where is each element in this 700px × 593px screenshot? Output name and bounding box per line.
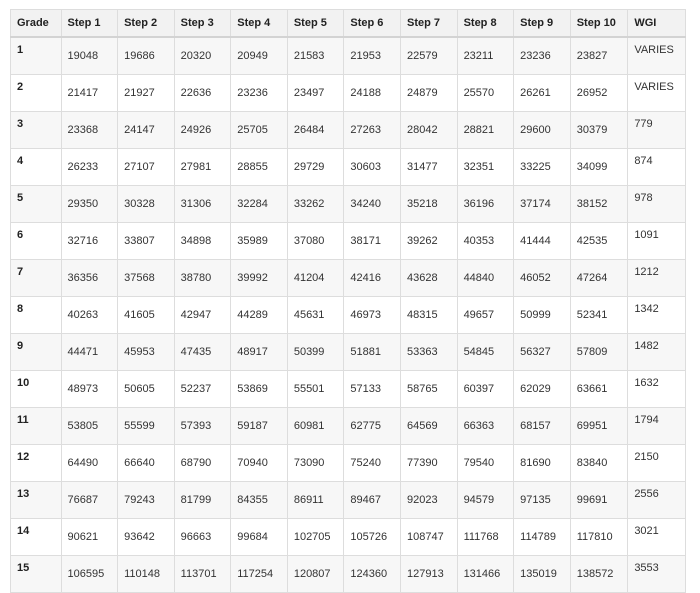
step-cell: 35218 bbox=[400, 186, 457, 223]
grade-cell: 1 bbox=[11, 37, 62, 75]
step-cell: 19686 bbox=[118, 37, 175, 75]
step-cell: 64569 bbox=[400, 408, 457, 445]
step-cell: 117810 bbox=[570, 519, 628, 556]
step-cell: 38171 bbox=[344, 223, 401, 260]
step-cell: 66363 bbox=[457, 408, 514, 445]
step-cell: 44289 bbox=[231, 297, 288, 334]
column-header-step-4: Step 4 bbox=[231, 10, 288, 38]
step-cell: 57133 bbox=[344, 371, 401, 408]
grade-cell: 7 bbox=[11, 260, 62, 297]
step-cell: 26952 bbox=[570, 75, 628, 112]
step-cell: 52341 bbox=[570, 297, 628, 334]
step-cell: 22636 bbox=[174, 75, 231, 112]
step-cell: 28042 bbox=[400, 112, 457, 149]
table-row bbox=[11, 519, 686, 556]
step-cell: 26261 bbox=[514, 75, 571, 112]
step-cell: 42416 bbox=[344, 260, 401, 297]
step-cell: 58765 bbox=[400, 371, 457, 408]
step-cell: 36356 bbox=[61, 260, 118, 297]
step-cell: 21583 bbox=[287, 37, 344, 75]
step-cell: 22579 bbox=[400, 37, 457, 75]
step-cell: 120807 bbox=[287, 556, 344, 593]
step-cell: 42535 bbox=[570, 223, 628, 260]
step-cell: 20949 bbox=[231, 37, 288, 75]
step-cell: 48973 bbox=[61, 371, 118, 408]
step-cell: 33262 bbox=[287, 186, 344, 223]
step-cell: 41204 bbox=[287, 260, 344, 297]
step-cell: 92023 bbox=[400, 482, 457, 519]
table-row bbox=[11, 186, 686, 223]
wgi-cell: 779 bbox=[628, 112, 686, 149]
grade-cell: 13 bbox=[11, 482, 62, 519]
step-cell: 30379 bbox=[570, 112, 628, 149]
step-cell: 108747 bbox=[400, 519, 457, 556]
table-row bbox=[11, 297, 686, 334]
step-cell: 66640 bbox=[118, 445, 175, 482]
column-header-step-10: Step 10 bbox=[570, 10, 628, 38]
table-row bbox=[11, 556, 686, 593]
column-header-step-3: Step 3 bbox=[174, 10, 231, 38]
column-header-wgi: WGI bbox=[628, 10, 686, 38]
wgi-cell: VARIES bbox=[628, 37, 686, 75]
step-cell: 28821 bbox=[457, 112, 514, 149]
step-cell: 68790 bbox=[174, 445, 231, 482]
step-cell: 41605 bbox=[118, 297, 175, 334]
table-body bbox=[11, 37, 686, 593]
step-cell: 39992 bbox=[231, 260, 288, 297]
step-cell: 44471 bbox=[61, 334, 118, 371]
step-cell: 41444 bbox=[514, 223, 571, 260]
step-cell: 52237 bbox=[174, 371, 231, 408]
step-cell: 34240 bbox=[344, 186, 401, 223]
step-cell: 135019 bbox=[514, 556, 571, 593]
step-cell: 38780 bbox=[174, 260, 231, 297]
step-cell: 33225 bbox=[514, 149, 571, 186]
wgi-cell: 1212 bbox=[628, 260, 686, 297]
step-cell: 90621 bbox=[61, 519, 118, 556]
step-cell: 57393 bbox=[174, 408, 231, 445]
grade-cell: 2 bbox=[11, 75, 62, 112]
grade-cell: 8 bbox=[11, 297, 62, 334]
step-cell: 75240 bbox=[344, 445, 401, 482]
step-cell: 127913 bbox=[400, 556, 457, 593]
wgi-cell: 978 bbox=[628, 186, 686, 223]
step-cell: 124360 bbox=[344, 556, 401, 593]
step-cell: 35989 bbox=[231, 223, 288, 260]
step-cell: 62775 bbox=[344, 408, 401, 445]
column-header-step-6: Step 6 bbox=[344, 10, 401, 38]
step-cell: 32284 bbox=[231, 186, 288, 223]
table-row bbox=[11, 334, 686, 371]
step-cell: 21927 bbox=[118, 75, 175, 112]
step-cell: 54845 bbox=[457, 334, 514, 371]
step-cell: 97135 bbox=[514, 482, 571, 519]
step-cell: 27263 bbox=[344, 112, 401, 149]
table-row bbox=[11, 149, 686, 186]
step-cell: 99684 bbox=[231, 519, 288, 556]
step-cell: 40353 bbox=[457, 223, 514, 260]
table-header bbox=[11, 10, 686, 38]
step-cell: 89467 bbox=[344, 482, 401, 519]
step-cell: 70940 bbox=[231, 445, 288, 482]
step-cell: 48917 bbox=[231, 334, 288, 371]
step-cell: 23368 bbox=[61, 112, 118, 149]
step-cell: 32351 bbox=[457, 149, 514, 186]
table-row bbox=[11, 445, 686, 482]
wgi-cell: 1482 bbox=[628, 334, 686, 371]
step-cell: 62029 bbox=[514, 371, 571, 408]
step-cell: 60981 bbox=[287, 408, 344, 445]
step-cell: 69951 bbox=[570, 408, 628, 445]
step-cell: 24188 bbox=[344, 75, 401, 112]
step-cell: 40263 bbox=[61, 297, 118, 334]
step-cell: 73090 bbox=[287, 445, 344, 482]
column-header-step-8: Step 8 bbox=[457, 10, 514, 38]
step-cell: 29729 bbox=[287, 149, 344, 186]
step-cell: 50605 bbox=[118, 371, 175, 408]
step-cell: 33807 bbox=[118, 223, 175, 260]
column-header-step-2: Step 2 bbox=[118, 10, 175, 38]
step-cell: 114789 bbox=[514, 519, 571, 556]
step-cell: 46052 bbox=[514, 260, 571, 297]
step-cell: 20320 bbox=[174, 37, 231, 75]
step-cell: 23497 bbox=[287, 75, 344, 112]
step-cell: 94579 bbox=[457, 482, 514, 519]
table-row bbox=[11, 223, 686, 260]
grade-cell: 6 bbox=[11, 223, 62, 260]
step-cell: 24147 bbox=[118, 112, 175, 149]
step-cell: 42947 bbox=[174, 297, 231, 334]
step-cell: 24926 bbox=[174, 112, 231, 149]
column-header-step-9: Step 9 bbox=[514, 10, 571, 38]
table-row bbox=[11, 482, 686, 519]
grade-cell: 11 bbox=[11, 408, 62, 445]
step-cell: 44840 bbox=[457, 260, 514, 297]
step-cell: 25705 bbox=[231, 112, 288, 149]
step-cell: 99691 bbox=[570, 482, 628, 519]
step-cell: 53869 bbox=[231, 371, 288, 408]
table-row bbox=[11, 408, 686, 445]
step-cell: 50999 bbox=[514, 297, 571, 334]
wgi-cell: 3021 bbox=[628, 519, 686, 556]
step-cell: 68157 bbox=[514, 408, 571, 445]
step-cell: 45631 bbox=[287, 297, 344, 334]
step-cell: 29350 bbox=[61, 186, 118, 223]
step-cell: 60397 bbox=[457, 371, 514, 408]
step-cell: 32716 bbox=[61, 223, 118, 260]
step-cell: 49657 bbox=[457, 297, 514, 334]
step-cell: 96663 bbox=[174, 519, 231, 556]
step-cell: 81799 bbox=[174, 482, 231, 519]
step-cell: 138572 bbox=[570, 556, 628, 593]
step-cell: 30328 bbox=[118, 186, 175, 223]
step-cell: 26484 bbox=[287, 112, 344, 149]
wgi-cell: 874 bbox=[628, 149, 686, 186]
step-cell: 102705 bbox=[287, 519, 344, 556]
step-cell: 29600 bbox=[514, 112, 571, 149]
header-row bbox=[11, 10, 686, 38]
step-cell: 117254 bbox=[231, 556, 288, 593]
step-cell: 28855 bbox=[231, 149, 288, 186]
wgi-cell: 1632 bbox=[628, 371, 686, 408]
step-cell: 31477 bbox=[400, 149, 457, 186]
step-cell: 47435 bbox=[174, 334, 231, 371]
step-cell: 110148 bbox=[118, 556, 175, 593]
column-header-step-5: Step 5 bbox=[287, 10, 344, 38]
step-cell: 27981 bbox=[174, 149, 231, 186]
wgi-cell: 1342 bbox=[628, 297, 686, 334]
step-cell: 59187 bbox=[231, 408, 288, 445]
step-cell: 93642 bbox=[118, 519, 175, 556]
step-cell: 23827 bbox=[570, 37, 628, 75]
step-cell: 38152 bbox=[570, 186, 628, 223]
grade-cell: 9 bbox=[11, 334, 62, 371]
step-cell: 79540 bbox=[457, 445, 514, 482]
step-cell: 64490 bbox=[61, 445, 118, 482]
step-cell: 34099 bbox=[570, 149, 628, 186]
wgi-cell: 2150 bbox=[628, 445, 686, 482]
grade-cell: 3 bbox=[11, 112, 62, 149]
step-cell: 19048 bbox=[61, 37, 118, 75]
step-cell: 81690 bbox=[514, 445, 571, 482]
pay-scale-table bbox=[10, 9, 686, 593]
step-cell: 21417 bbox=[61, 75, 118, 112]
wgi-cell: 3553 bbox=[628, 556, 686, 593]
wgi-cell: 1794 bbox=[628, 408, 686, 445]
step-cell: 37568 bbox=[118, 260, 175, 297]
step-cell: 21953 bbox=[344, 37, 401, 75]
step-cell: 37174 bbox=[514, 186, 571, 223]
table-row bbox=[11, 75, 686, 112]
step-cell: 111768 bbox=[457, 519, 514, 556]
grade-cell: 14 bbox=[11, 519, 62, 556]
step-cell: 47264 bbox=[570, 260, 628, 297]
step-cell: 57809 bbox=[570, 334, 628, 371]
step-cell: 31306 bbox=[174, 186, 231, 223]
table-row bbox=[11, 260, 686, 297]
grade-cell: 5 bbox=[11, 186, 62, 223]
wgi-cell: 1091 bbox=[628, 223, 686, 260]
step-cell: 27107 bbox=[118, 149, 175, 186]
table-row bbox=[11, 371, 686, 408]
wgi-cell: 2556 bbox=[628, 482, 686, 519]
step-cell: 45953 bbox=[118, 334, 175, 371]
step-cell: 84355 bbox=[231, 482, 288, 519]
column-header-step-1: Step 1 bbox=[61, 10, 118, 38]
wgi-cell: VARIES bbox=[628, 75, 686, 112]
step-cell: 46973 bbox=[344, 297, 401, 334]
step-cell: 83840 bbox=[570, 445, 628, 482]
step-cell: 24879 bbox=[400, 75, 457, 112]
step-cell: 37080 bbox=[287, 223, 344, 260]
step-cell: 106595 bbox=[61, 556, 118, 593]
step-cell: 23236 bbox=[514, 37, 571, 75]
table-row bbox=[11, 37, 686, 75]
step-cell: 43628 bbox=[400, 260, 457, 297]
step-cell: 50399 bbox=[287, 334, 344, 371]
step-cell: 86911 bbox=[287, 482, 344, 519]
step-cell: 131466 bbox=[457, 556, 514, 593]
grade-cell: 15 bbox=[11, 556, 62, 593]
step-cell: 76687 bbox=[61, 482, 118, 519]
step-cell: 113701 bbox=[174, 556, 231, 593]
step-cell: 53805 bbox=[61, 408, 118, 445]
table-row bbox=[11, 112, 686, 149]
step-cell: 55599 bbox=[118, 408, 175, 445]
step-cell: 79243 bbox=[118, 482, 175, 519]
step-cell: 25570 bbox=[457, 75, 514, 112]
column-header-grade: Grade bbox=[11, 10, 62, 38]
step-cell: 55501 bbox=[287, 371, 344, 408]
step-cell: 39262 bbox=[400, 223, 457, 260]
step-cell: 36196 bbox=[457, 186, 514, 223]
step-cell: 53363 bbox=[400, 334, 457, 371]
grade-cell: 10 bbox=[11, 371, 62, 408]
step-cell: 56327 bbox=[514, 334, 571, 371]
step-cell: 77390 bbox=[400, 445, 457, 482]
pay-scale-table-container bbox=[10, 9, 686, 593]
step-cell: 34898 bbox=[174, 223, 231, 260]
step-cell: 26233 bbox=[61, 149, 118, 186]
step-cell: 30603 bbox=[344, 149, 401, 186]
grade-cell: 12 bbox=[11, 445, 62, 482]
step-cell: 105726 bbox=[344, 519, 401, 556]
step-cell: 48315 bbox=[400, 297, 457, 334]
grade-cell: 4 bbox=[11, 149, 62, 186]
step-cell: 23211 bbox=[457, 37, 514, 75]
column-header-step-7: Step 7 bbox=[400, 10, 457, 38]
step-cell: 51881 bbox=[344, 334, 401, 371]
step-cell: 63661 bbox=[570, 371, 628, 408]
step-cell: 23236 bbox=[231, 75, 288, 112]
